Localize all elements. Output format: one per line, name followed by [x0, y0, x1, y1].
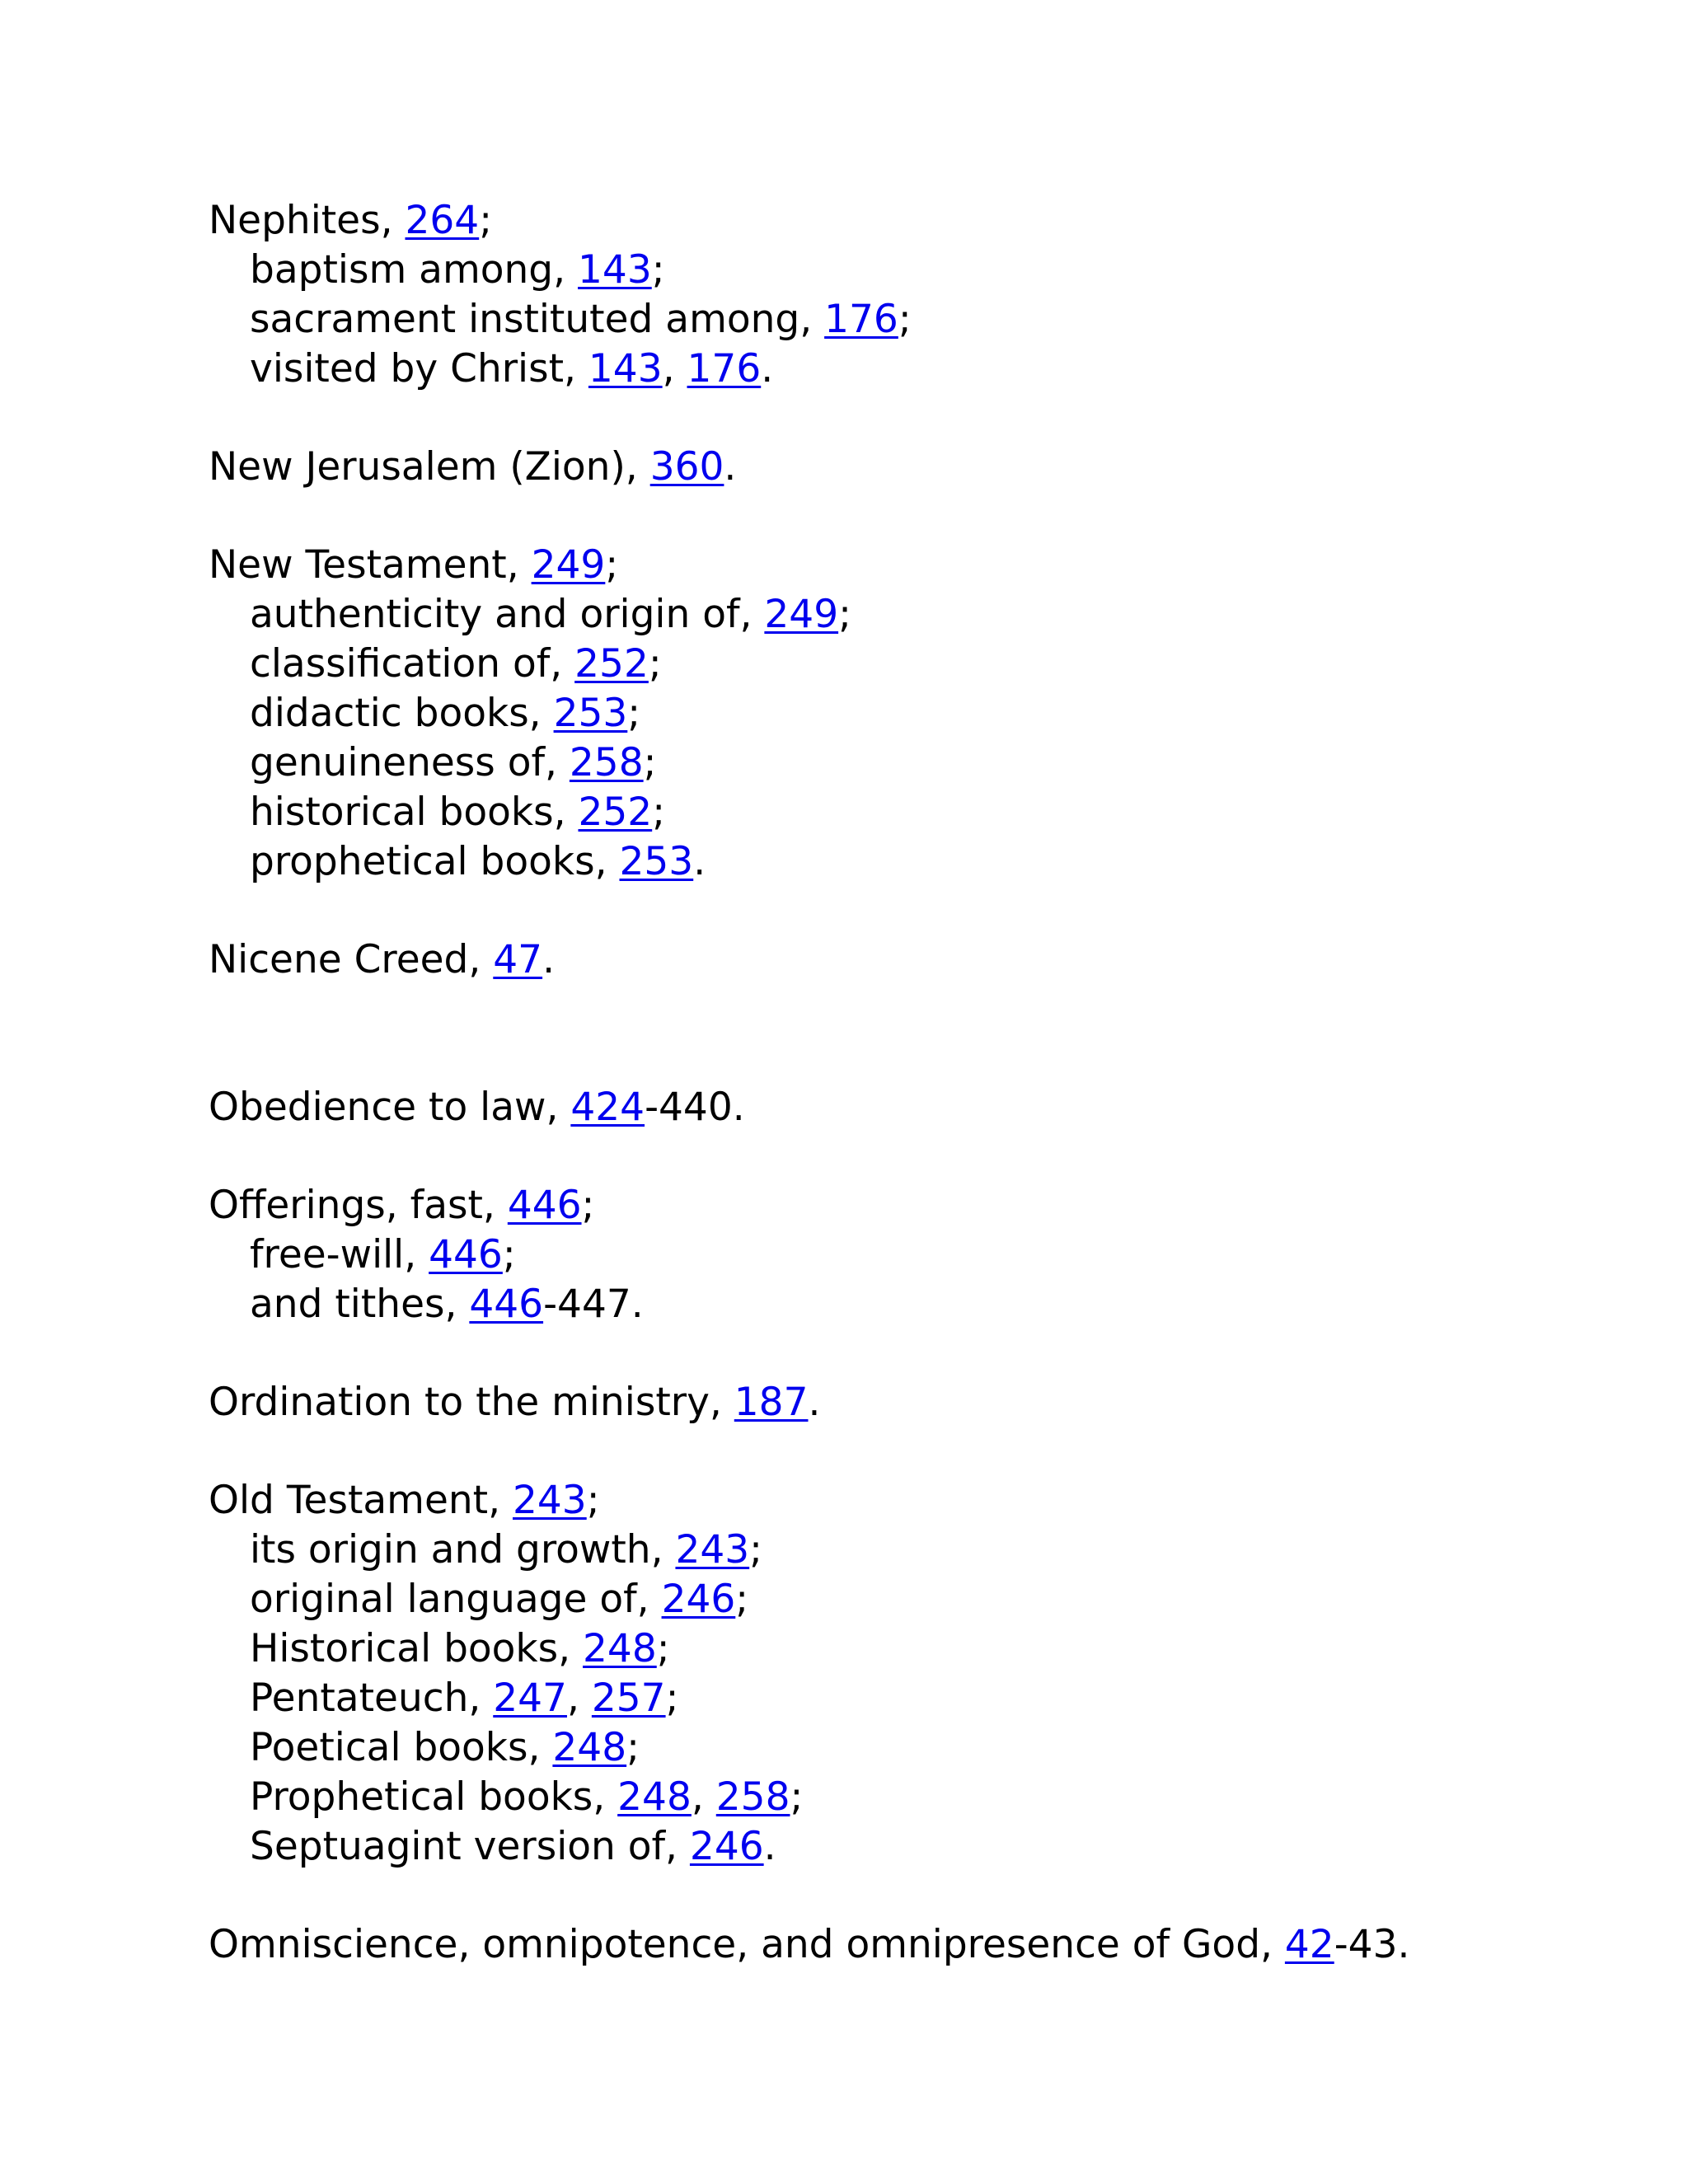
page-reference-link[interactable]: 446 [507, 1183, 582, 1228]
page-reference-link[interactable]: 243 [675, 1527, 750, 1572]
index-text: ; [838, 592, 851, 637]
index-text: ; [605, 542, 619, 588]
entry-spacer [209, 1872, 1610, 1920]
index-entry [209, 1476, 1610, 1872]
page-reference-link[interactable]: 143 [578, 247, 652, 293]
index-text: , [691, 1774, 716, 1820]
index-entry [209, 443, 1610, 492]
index-subentry-line [209, 1822, 1610, 1872]
index-text: Obedience to law, [209, 1085, 571, 1130]
index-subentry-line [209, 640, 1610, 689]
page-reference-link[interactable]: 248 [552, 1725, 627, 1770]
index-subentry-line [209, 788, 1610, 837]
page-reference-link[interactable]: 258 [569, 740, 644, 785]
index-heading-line [209, 1378, 1610, 1427]
entry-spacer [209, 394, 1610, 443]
index-text: prophetical books, [250, 839, 620, 884]
page-reference-link[interactable]: 176 [687, 346, 762, 391]
page-reference-link[interactable]: 253 [619, 839, 694, 884]
index-heading-line [209, 443, 1610, 492]
page-reference-link[interactable]: 446 [469, 1282, 544, 1327]
index-text: Poetical books, [250, 1725, 553, 1770]
page-reference-link[interactable]: 143 [588, 346, 663, 391]
index-entry [209, 1920, 1610, 1970]
index-subentry-line [209, 1723, 1610, 1773]
index-subentry-line [209, 1575, 1610, 1624]
index-text: Historical books, [250, 1626, 584, 1671]
page-reference-link[interactable]: 47 [493, 937, 543, 982]
index-subentry-line [209, 1280, 1610, 1329]
index-text: classification of, [250, 641, 575, 687]
page-reference-link[interactable]: 248 [583, 1626, 657, 1671]
index-text: , [662, 346, 687, 391]
page-reference-link[interactable]: 424 [570, 1085, 645, 1130]
index-heading-line [209, 935, 1610, 985]
index-entry [209, 1181, 1610, 1329]
index-text: Prophetical books, [250, 1774, 618, 1820]
index-subentry-line [209, 1624, 1610, 1674]
index-text: ; [581, 1183, 595, 1228]
index-entry [209, 541, 1610, 887]
index-text: ; [749, 1527, 763, 1572]
index-subentry-line [209, 738, 1610, 788]
page-reference-link[interactable]: 243 [512, 1478, 587, 1523]
entry-spacer [209, 1329, 1610, 1378]
index-text: sacrament instituted among, [250, 297, 825, 342]
index-page [209, 196, 1610, 1970]
index-text: -440. [645, 1085, 745, 1130]
index-subentry-line [209, 689, 1610, 738]
index-subentry-line [209, 344, 1610, 394]
index-text: Offerings, fast, [209, 1183, 508, 1228]
index-text: and tithes, [250, 1282, 470, 1327]
index-heading-line [209, 541, 1610, 590]
page-reference-link[interactable]: 187 [734, 1380, 809, 1425]
index-text: didactic books, [250, 691, 554, 736]
index-text: ; [790, 1774, 804, 1820]
index-subentry-line [209, 246, 1610, 295]
index-heading-line [209, 196, 1610, 246]
index-text: ; [651, 247, 665, 293]
entry-spacer [209, 1427, 1610, 1476]
index-heading-line [209, 1920, 1610, 1970]
index-text: ; [627, 691, 641, 736]
index-text: ; [648, 641, 662, 687]
letter-section-break [209, 985, 1610, 1083]
index-subentry-line [209, 590, 1610, 640]
index-text: New Testament, [209, 542, 532, 588]
index-subentry-line [209, 1230, 1610, 1280]
page-reference-link[interactable]: 258 [715, 1774, 790, 1820]
entry-spacer [209, 1132, 1610, 1181]
index-heading-line [209, 1083, 1610, 1132]
index-subentry-line [209, 837, 1610, 887]
index-text: ; [626, 1725, 640, 1770]
index-text: ; [656, 1626, 670, 1671]
index-heading-line [209, 1181, 1610, 1230]
index-text: ; [502, 1232, 516, 1277]
index-text: free-will, [250, 1232, 429, 1277]
index-text: New Jerusalem (Zion), [209, 444, 650, 490]
index-text: . [761, 346, 774, 391]
entry-spacer [209, 887, 1610, 935]
index-text: Pentateuch, [250, 1675, 494, 1721]
page-reference-link[interactable]: 253 [553, 691, 628, 736]
page-reference-link[interactable]: 446 [429, 1232, 503, 1277]
index-text: . [693, 839, 706, 884]
page-reference-link[interactable]: 264 [405, 198, 480, 243]
index-text: genuineness of, [250, 740, 570, 785]
index-text: historical books, [250, 790, 579, 835]
page-reference-link[interactable]: 42 [1284, 1922, 1334, 1967]
index-text: , [566, 1675, 592, 1721]
index-text: its origin and growth, [250, 1527, 676, 1572]
page-reference-link[interactable]: 246 [689, 1824, 764, 1869]
index-text: . [763, 1824, 776, 1869]
index-subentry-line [209, 1674, 1610, 1723]
index-text: Nicene Creed, [209, 937, 494, 982]
page-reference-link[interactable]: 252 [578, 790, 653, 835]
index-text: . [542, 937, 556, 982]
index-entry [209, 1378, 1610, 1427]
index-text: ; [479, 198, 493, 243]
page-reference-link[interactable]: 246 [661, 1577, 736, 1622]
page-reference-link[interactable]: 252 [574, 641, 649, 687]
index-text: Old Testament, [209, 1478, 513, 1523]
index-text: visited by Christ, [250, 346, 588, 391]
index-text: Nephites, [209, 198, 406, 243]
index-text: Ordination to the ministry, [209, 1380, 734, 1425]
index-text: ; [735, 1577, 749, 1622]
index-text: . [724, 444, 737, 490]
index-text: . [808, 1380, 821, 1425]
index-text: ; [898, 297, 912, 342]
index-subentry-line [209, 1773, 1610, 1822]
index-text: -447. [543, 1282, 644, 1327]
index-entry [209, 1083, 1610, 1132]
page-reference-link[interactable]: 247 [493, 1675, 567, 1721]
page-reference-link[interactable]: 248 [617, 1774, 692, 1820]
page-reference-link[interactable]: 360 [649, 444, 724, 490]
index-text: -43. [1334, 1922, 1410, 1967]
entry-spacer [209, 492, 1610, 541]
index-text: Omniscience, omnipotence, and omnipresence of God, [209, 1922, 1285, 1967]
index-entry [209, 196, 1610, 394]
index-subentry-line [209, 1526, 1610, 1575]
index-text: ; [652, 790, 666, 835]
index-text: ; [586, 1478, 600, 1523]
page-reference-link[interactable]: 176 [824, 297, 898, 342]
index-text: ; [665, 1675, 679, 1721]
page-reference-link[interactable]: 249 [531, 542, 606, 588]
index-text: Septuagint version of, [250, 1824, 690, 1869]
page-reference-link[interactable]: 257 [591, 1675, 666, 1721]
index-text: original language of, [250, 1577, 662, 1622]
index-text: ; [643, 740, 657, 785]
index-text: baptism among, [250, 247, 579, 293]
page-reference-link[interactable]: 249 [764, 592, 839, 637]
index-subentry-line [209, 295, 1610, 344]
index-entry [209, 935, 1610, 985]
index-heading-line [209, 1476, 1610, 1526]
index-text: authenticity and origin of, [250, 592, 765, 637]
